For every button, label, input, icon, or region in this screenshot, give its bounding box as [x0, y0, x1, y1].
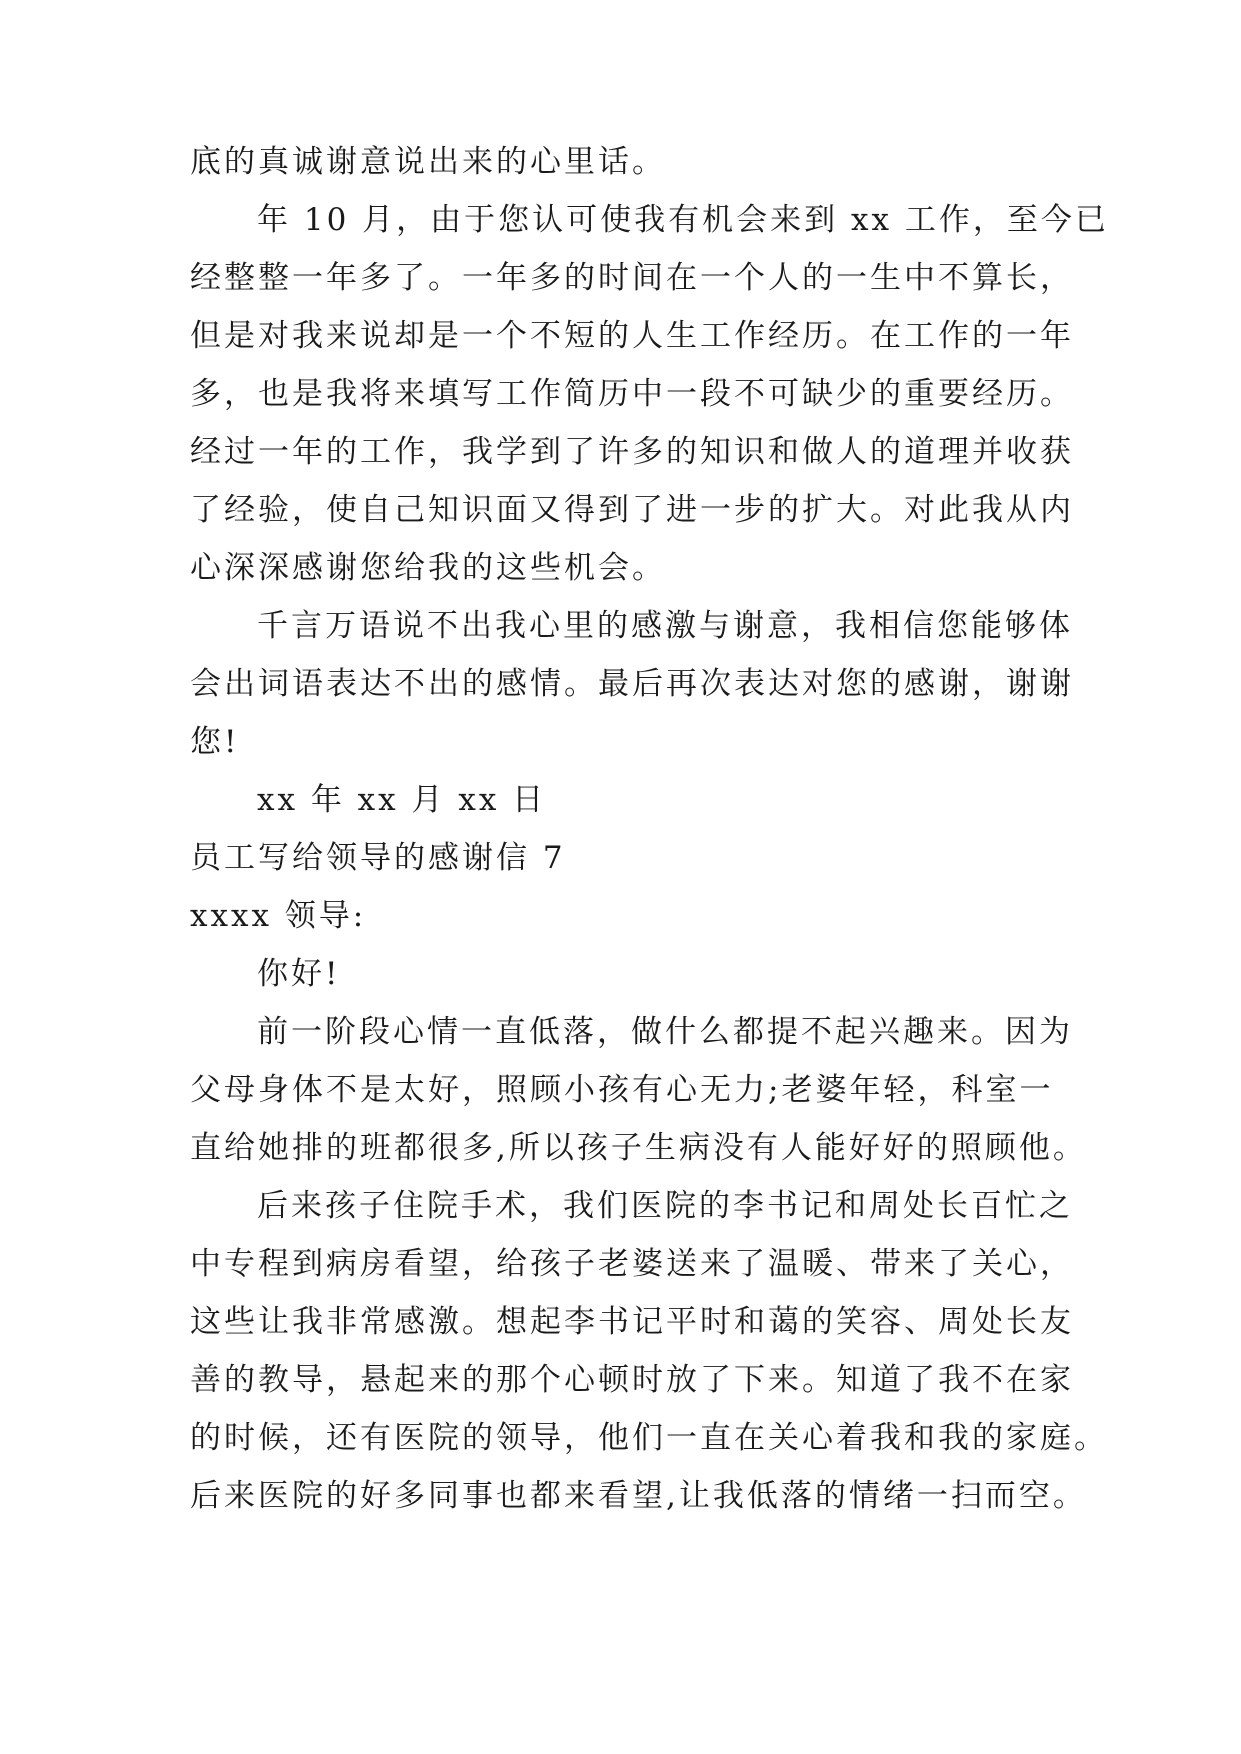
text-line: 的时候，还有医院的领导，他们一直在关心着我和我的家庭。	[190, 1420, 1108, 1456]
text-line: 父母身体不是太好，照顾小孩有心无力;老婆年轻，科室一	[190, 1072, 1054, 1108]
salutation: xxxx 领导:	[190, 898, 367, 934]
text-line: 但是对我来说却是一个不短的人生工作经历。在工作的一年	[190, 318, 1074, 354]
date-line: xx 年 xx 月 xx 日	[257, 782, 547, 818]
text-line: 善的教导，悬起来的那个心顿时放了下来。知道了我不在家	[190, 1362, 1074, 1398]
text-line: 前一阶段心情一直低落，做什么都提不起兴趣来。因为	[257, 1014, 1073, 1050]
text-line: 心深深感谢您给我的这些机会。	[190, 550, 666, 586]
greeting: 你好!	[257, 956, 341, 992]
text-line: 经过一年的工作，我学到了许多的知识和做人的道理并收获	[190, 434, 1074, 470]
text-line: 直给她排的班都很多,所以孩子生病没有人能好好的照顾他。	[190, 1130, 1087, 1166]
text-line: 会出词语表达不出的感情。最后再次表达对您的感谢，谢谢	[190, 666, 1074, 702]
text-line: 年 10 月，由于您认可使我有机会来到 xx 工作，至今已	[257, 202, 1109, 238]
text-line: 了经验，使自己知识面又得到了进一步的扩大。对此我从内	[190, 492, 1074, 528]
text-line: 多，也是我将来填写工作简历中一段不可缺少的重要经历。	[190, 376, 1074, 412]
text-line: 千言万语说不出我心里的感激与谢意，我相信您能够体	[257, 608, 1073, 644]
text-line: 底的真诚谢意说出来的心里话。	[190, 144, 666, 180]
text-line: 后来医院的好多同事也都来看望,让我低落的情绪一扫而空。	[190, 1478, 1087, 1514]
text-line: 这些让我非常感激。想起李书记平时和蔼的笑容、周处长友	[190, 1304, 1074, 1340]
text-line: 后来孩子住院手术，我们医院的李书记和周处长百忙之	[257, 1188, 1073, 1224]
text-line: 您!	[190, 724, 240, 760]
letter-title: 员工写给领导的感谢信 7	[190, 840, 566, 876]
text-line: 中专程到病房看望，给孩子老婆送来了温暖、带来了关心，	[190, 1246, 1074, 1282]
text-line: 经整整一年多了。一年多的时间在一个人的一生中不算长，	[190, 260, 1074, 296]
